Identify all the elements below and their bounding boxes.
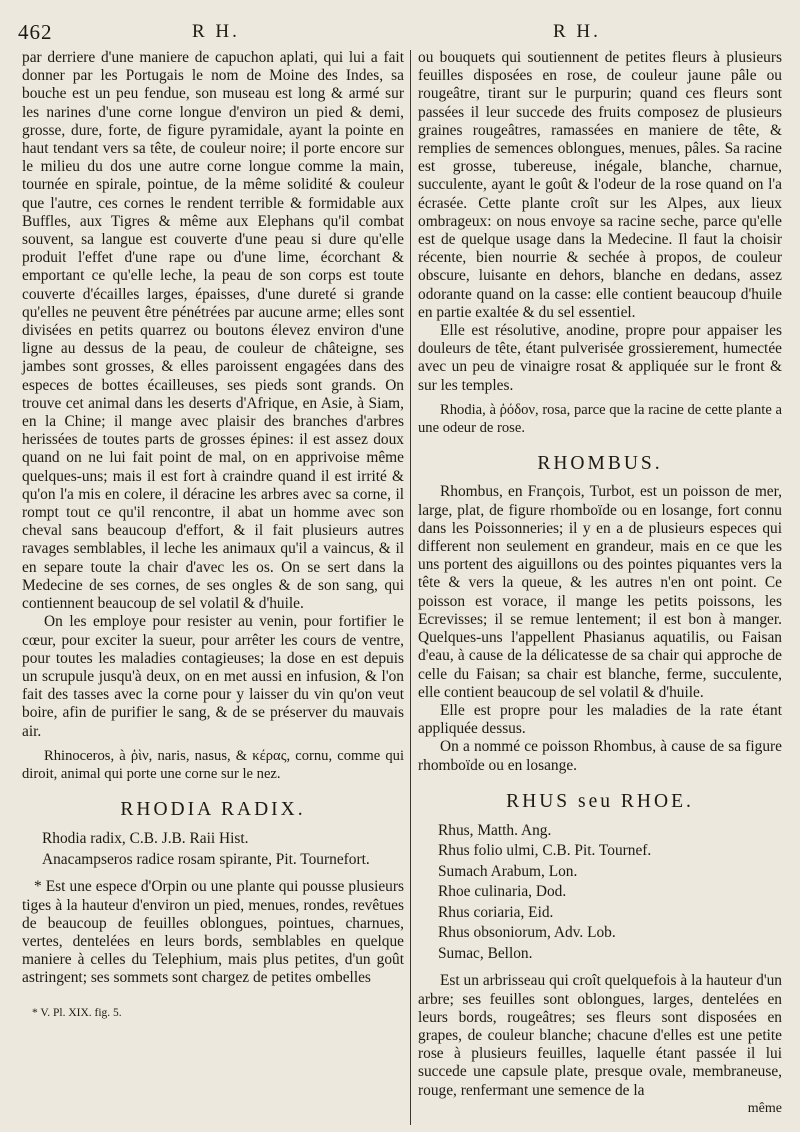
rhodia-radix-heading: RHODIA RADIX.	[120, 799, 306, 821]
rhus-synonym: Sumach Arabum, Lon.	[438, 862, 578, 880]
rhodia-description: * Est une espece d'Orpin ou une plante qui pousse plusieurs tiges à la hauteur d'environ un pied, menues, rondes, revêtues de beaucoup de feuilles oblongues, pointues, charnues, vertes, dentelées en leurs bords, semblables en quelque maniere à celles du Telephium, mais plus petites, d'un goût astringent; ses sommets sont chargez de petites ombelles	[22, 878, 404, 987]
rhombus-description: Rhombus, en François, Turbot, est un poisson de mer, large, plat, de figure rhomboïde ou en losange, fort connu dans les Poissonneries; il y en a de plusieurs especes qui different non seulement en grandeur, mais en ce que les uns portent des aiguillons ou des pointes piquantes vers la tête & vers la queue, & les autres n'en ont point. Ce poisson est vorace, il mange les petits poissons, les Ecrevisses; il se remue lentement; il est bon à manger. Quelques-uns l'appellent Phasianus aquatilis, ou Faisan d'eau, à cause de la délicatesse de sa chair qui approche de celle du Faisan; sa chair est blanche, ferme, succulente, elle contient beaucoup de sel volatil & d'huile.	[418, 483, 782, 701]
rhodia-uses: Elle est résolutive, anodine, propre pour appaiser les douleurs de tête, étant pulverisée grossierement, humectée avec un peu de vinaigre rosat & appliquée sur le front & sur les temples.	[418, 322, 782, 394]
rhus-heading: RHUS seu RHOE.	[506, 790, 694, 812]
rhinoceros-uses: On les employe pour resister au venin, pour fortifier le cœur, pour exciter la sueur, pour arrêter les cours de ventre, pour toutes les maladies contagieuses; la dose en est depuis un scrupule jusqu'à deux, on en met aussi en infusion, & l'on fait des tasses avec la corne pour y laisser du vin qu'on veut boire, afin de purifier le sang, & de se préserver du mauvais air.	[22, 613, 404, 740]
rhodia-description-continued: ou bouquets qui soutiennent de petites fleurs à plusieurs feuilles disposées en rose, de couleur jaune pâle ou rougeâtre, tirant sur le purpurin; quand ces fleurs sont passées il leur succede des fruits composez de plusieurs graines rougeâtres, ramassées en maniere de tête, & remplies de semences oblongues, menues, pâles. Sa racine est grosse, tubereuse, inégale, blanche, charnue, succulente, ayant le goût & l'odeur de la rose quand on l'a écrasée. Cette plante croît sur les Alpes, aux lieux ombrageux: on nous envoye sa racine seche, parce qu'elle est de quelque usage dans la Medecine. Il faut la choisir récente, bien nourrie & sechée à propos, de couleur obscure, luisante en dehors, blanche en dedans, assez odorante quand on la casse: elle contient beaucoup d'huile en partie exaltée & du sel essentiel.	[418, 49, 782, 321]
rhombus-etymology: On a nommé ce poisson Rhombus, à cause de sa figure rhomboïde ou en losange.	[418, 738, 782, 774]
rhus-description: Est un arbrisseau qui croît quelquefois à la hauteur d'un arbre; ses feuilles sont oblongues, larges, dentelées en leurs bords, rougeâtres; ses fleurs sont disposées en grapes, de couleur blanche; chacune d'elles est une petite rose à plusieurs feuilles, laquelle étant passée il lui succede une capsule plate, presque ovale, membraneuse, rouge, renfermant une semence de la	[418, 972, 782, 1099]
rhus-synonym: Rhoe culinaria, Dod.	[438, 883, 567, 901]
rhus-synonym: Rhus folio ulmi, C.B. Pit. Tournef.	[438, 842, 652, 860]
rhombus-heading: RHOMBUS.	[537, 453, 663, 475]
rhinoceros-description: par derriere d'une maniere de capuchon aplati, qui lui a fait donner par les Portugais le nom de Moine des Indes, sa bouche est un peu fendue, son museau est long & armé sur les narines d'une corne longue d'environ un pied & demi, grosse, dure, forte, de figure pyramidale, ayant la pointe en haut tendant vers sa tête, de couleur noire; il porte encore sur le milieu du dos une autre corne longue comme la main, tournée en spirale, pointue, de la même solidité & couleur que l'autre, ces cornes le rendent terrible & formidable aux Buffles, aux Tigres & même aux Elephans qu'il combat souvent, sa langue est couverte d'une peau si dure qu'elle produit l'effet d'une rape ou d'une lime, écorchant & emportant ce qu'elle leche, la peau de son corps est toute couverte d'écailles larges, épaisses, d'une dureté si grande qu'elles ne peuvent être pénétrées par aucune arme; elles sont divisées en petits quarrez ou boutons élevez environ d'une ligne au dessus de la peau, de couleur de châteigne, ses jambes sont grosses, & elles paroissent engagées dans des especes de bottes écailleuses, ses pieds sont grands. On trouve cet animal dans les deserts d'Afrique, en Asie, à Siam, en la Chine; il mange avec plaisir des branches d'arbres herissées de toutes parts de grosses épines: il est assez doux quand on ne lui fait point de mal, on en apprivoise même quelques-uns; mais il est fort à craindre quand il est irrité & qu'on l'a mis en colere, il déracine les arbres avec sa corne, il rompt tout ce qu'il rencontre, il abat un homme avec son cheval sans beaucoup d'effort, & il fait plusieurs autres ravages semblables, il leche les animaux qu'il a vaincus, & il en separe toute la chair d'avec les os. On se sert dans la Medecine de ses cornes, de ses ongles & de son sang, qui contiennent beaucoup de sel volatil & d'huile.	[22, 49, 404, 613]
running-head-left: R H.	[192, 21, 240, 42]
column-rule	[410, 50, 411, 1125]
footnote: * V. Pl. XIX. fig. 5.	[32, 1006, 122, 1019]
right-column	[418, 49, 782, 1118]
rhus-synonym: Rhus, Matth. Ang.	[438, 821, 552, 839]
rhus-synonym: Rhus obsoniorum, Adv. Lob.	[438, 924, 616, 942]
rhodia-synonym: Rhodia radix, C.B. J.B. Raii Hist.	[42, 830, 249, 848]
rhodia-etymology: Rhodia, à ῥόδον, rosa, parce que la racine de cette plante a une odeur de rose.	[418, 401, 782, 437]
rhus-synonym: Sumac, Bellon.	[438, 944, 533, 962]
rhodia-synonym: Anacampseros radice rosam spirante, Pit. Tournefort.	[42, 850, 370, 868]
rhombus-uses: Elle est propre pour les maladies de la rate étant appliquée dessus.	[418, 701, 782, 738]
rhinoceros-etymology: Rhinoceros, à ῥὶν, naris, nasus, & κέρας, cornu, comme qui diroit, animal qui porte une corne sur le nez.	[22, 747, 404, 782]
running-head-right: R H.	[553, 21, 601, 42]
left-column	[22, 49, 404, 1022]
page-number: 462	[18, 20, 53, 44]
rhus-synonym: Rhus coriaria, Eid.	[438, 903, 554, 921]
catchword: même	[747, 1100, 782, 1116]
